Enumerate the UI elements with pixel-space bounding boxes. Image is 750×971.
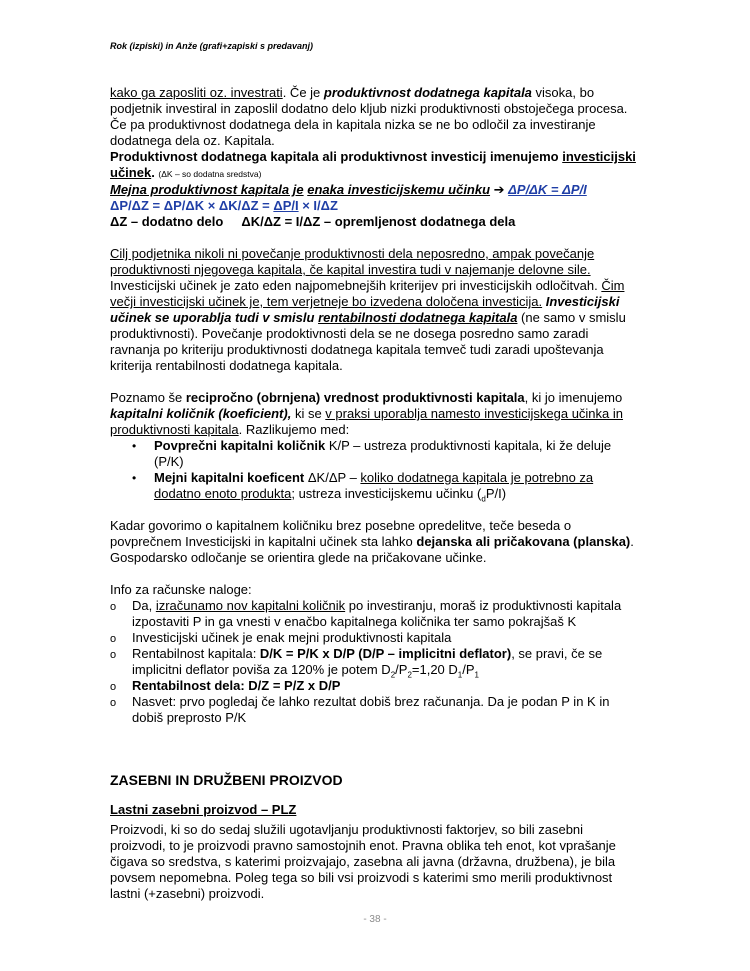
paragraph-kapitalni-kolicnik [110, 390, 640, 438]
section-title: ZASEBNI IN DRUŽBENI PROIZVOD [110, 772, 343, 788]
circle-bullet-icon: o [110, 697, 117, 709]
circle-bullet-icon: o [110, 681, 117, 693]
info-list [110, 598, 640, 726]
text: D/K = P/K x D/P (D/P – implicitni deflator) [259, 646, 512, 661]
text: . Razlikujemo med: [238, 422, 350, 437]
text: investicijski učinek [110, 149, 636, 180]
text: enaka investicijskemu učinku [307, 182, 491, 197]
text: Investicijski učinek je zato eden najpomebnejših kriterijev pri investicijskih odločitvah. [110, 278, 602, 293]
text: rentabilnosti dodatnega kapitala [318, 310, 518, 325]
text: 2 [407, 670, 412, 680]
list-item [110, 598, 640, 630]
text: Kadar govorimo o kapitalnem količniku brez posebne opredelitve, teče beseda o povprečnem Investicijski in kapitalni učinek sta lahko [110, 518, 572, 549]
formula-dp-dz [110, 198, 640, 214]
text: Povprečni kapitalni količnik [154, 438, 326, 453]
text: =1,20 D [411, 662, 458, 677]
text: 1 [457, 670, 463, 680]
text: izračunamo nov kapitalni količnik [155, 598, 346, 613]
paragraph-investicijski-ucinek [110, 149, 640, 182]
text: Rentabilnost dela: D/Z = P/Z x D/P [132, 678, 341, 693]
text: ; ustreza investicijskemu učinku ( [291, 486, 482, 501]
text: × I/ΔZ [298, 198, 338, 213]
text: Produktivnost dodatnega kapitala ali produktivnost investicij imenujemo [110, 149, 563, 164]
text: Rentabilnost kapitala: [132, 646, 260, 661]
text: P/I) [485, 486, 507, 501]
text: Čim večji investicijski učinek je, tem verjetneje bo izvedena določena investicija. [110, 278, 625, 309]
text: produktivnost dodatnega kapitala [323, 85, 532, 100]
text: Cilj podjetnika nikoli ni povečanje produktivnosti dela neposredno, ampak povečanje produktivnosti njegovega kapitala, če kapital investira tudi v najemanje delovne sile. [110, 246, 595, 277]
text: 1 [474, 670, 479, 680]
text: K/P – ustreza produktivnosti kapitala, ki že deluje (P/K) [154, 438, 612, 469]
formula-dodatno-delo [110, 214, 640, 230]
text: po investiranju, moraš iz produktivnosti kapitala izpostaviti P in ga vnesti v enačbo kapitalnega količnika ter samo pokrajšaš K [132, 598, 622, 629]
text: visoka, bo podjetnik investiral in zaposlil dodatno delo kljub nizki produktivnosti obstoječega procesa. Če pa produktivnost dodatnega dela in kapitala nizka se ne bo odločil za investiranje dodatnega dela oz. Kapitala. [110, 85, 628, 148]
bullet-icon: • [132, 471, 137, 485]
text: , se pravi, če se implicitni deflator poviša za 120% je potem D [132, 646, 603, 677]
circle-bullet-icon: o [110, 649, 117, 661]
paragraph-cilj-podjetnika [110, 246, 640, 374]
bullet-list [110, 438, 640, 502]
text: ΔK/ΔP – [304, 470, 361, 485]
list-item [110, 470, 640, 502]
formula-mejna-produktivnost [110, 182, 640, 198]
page-body [110, 85, 640, 902]
text: Investicijski učinek se uporablja tudi v smislu [110, 294, 620, 325]
section-subtitle [110, 802, 640, 818]
paragraph-intro [110, 85, 640, 149]
list-item [110, 630, 640, 646]
text: , ki jo imenujemo [524, 390, 623, 405]
circle-bullet-icon: o [110, 601, 117, 613]
text: d [481, 494, 486, 504]
paragraph-kadar-govorimo [110, 518, 640, 566]
text: kapitalni količnik (koeficient), [110, 406, 292, 421]
bullet-icon: • [132, 439, 137, 453]
text: Investicijski učinek je enak mejni produktivnosti kapitala [132, 630, 452, 645]
page-header: Rok (izpiski) in Anže (grafi+zapiski s predavanj) [110, 41, 313, 51]
text: Mejni kapitalni koeficent [154, 470, 305, 485]
list-item [110, 678, 640, 694]
list-item [110, 646, 640, 678]
text: (ΔK – so dodatna sredstva) [158, 169, 262, 179]
list-item [110, 438, 640, 470]
text: . [151, 165, 159, 180]
text: (ne samo v smislu produktivnosti). Povečanje prodoktivnosti dela se ne dosega posredno samo zaradi ravnanja po kriteriju produktivnosti dodatnega kapitala temveč tudi zaradi upoštevanja kriterija rentabilnosti dodatnega kapitala. [110, 310, 626, 373]
info-title: Info za računske naloge: [110, 582, 252, 597]
text: ΔP/ΔZ = ΔP/ΔK × ΔK/ΔZ = [110, 198, 274, 213]
text: ΔP/I [273, 198, 299, 213]
text: ΔP/ΔK = ΔP/I [508, 182, 587, 197]
text: kako ga zaposliti oz. investrati [110, 85, 283, 100]
text: recipročno (obrnjena) vrednost produktivnosti kapitala [185, 390, 525, 405]
text: . Gospodarsko odločanje se orientira glede na pričakovane učinke. [110, 534, 634, 565]
text: Nasvet: prvo pogledaj če lahko rezultat dobiš brez računanja. Da je podan P in K in dobiš preprosto P/K [132, 694, 610, 725]
text: koliko dodatnega kapitala je potrebno za dodatno enoto produkta [154, 470, 594, 501]
arrow-icon: ➔ [490, 182, 509, 197]
text: /P [395, 662, 408, 677]
text: ki se [291, 406, 326, 421]
circle-bullet-icon: o [110, 633, 117, 645]
page-number: - 38 - [363, 914, 387, 925]
text: Mejna produktivnost kapitala je [110, 182, 304, 197]
text: ΔK/ΔZ = I/ΔZ – opremljenost dodatnega dela [241, 214, 516, 229]
text: /P [462, 662, 475, 677]
text: . Če je [282, 85, 324, 100]
text: dejanska ali pričakovana (planska) [416, 534, 631, 549]
text: Lastni zasebni proizvod – PLZ [110, 802, 297, 817]
text: Da, [132, 598, 156, 613]
section-body: Proizvodi, ki so do sedaj služili ugotavljanju produktivnosti faktorjev, so bili zasebni proizvodi, to je proizvodi pravno samostojnih enot. Pravna oblika teh enot, kot vprašanje čigava so sredstva, s katerimi proizvajajo, zasebna ali javna (državna, družbena), je bila povsem nepomebna. Poleg tega so bili vsi proizvodi s katerimi smo merili produktivnost lastni (+zasebni) proizvodi. [110, 822, 616, 901]
text: v praksi uporablja namesto investicijskega učinka in produktivnosti kapitala [110, 406, 624, 437]
list-item [110, 694, 640, 726]
text: Poznamo še [110, 390, 186, 405]
text: 2 [390, 670, 396, 680]
text: ΔZ – dodatno delo [110, 214, 224, 229]
